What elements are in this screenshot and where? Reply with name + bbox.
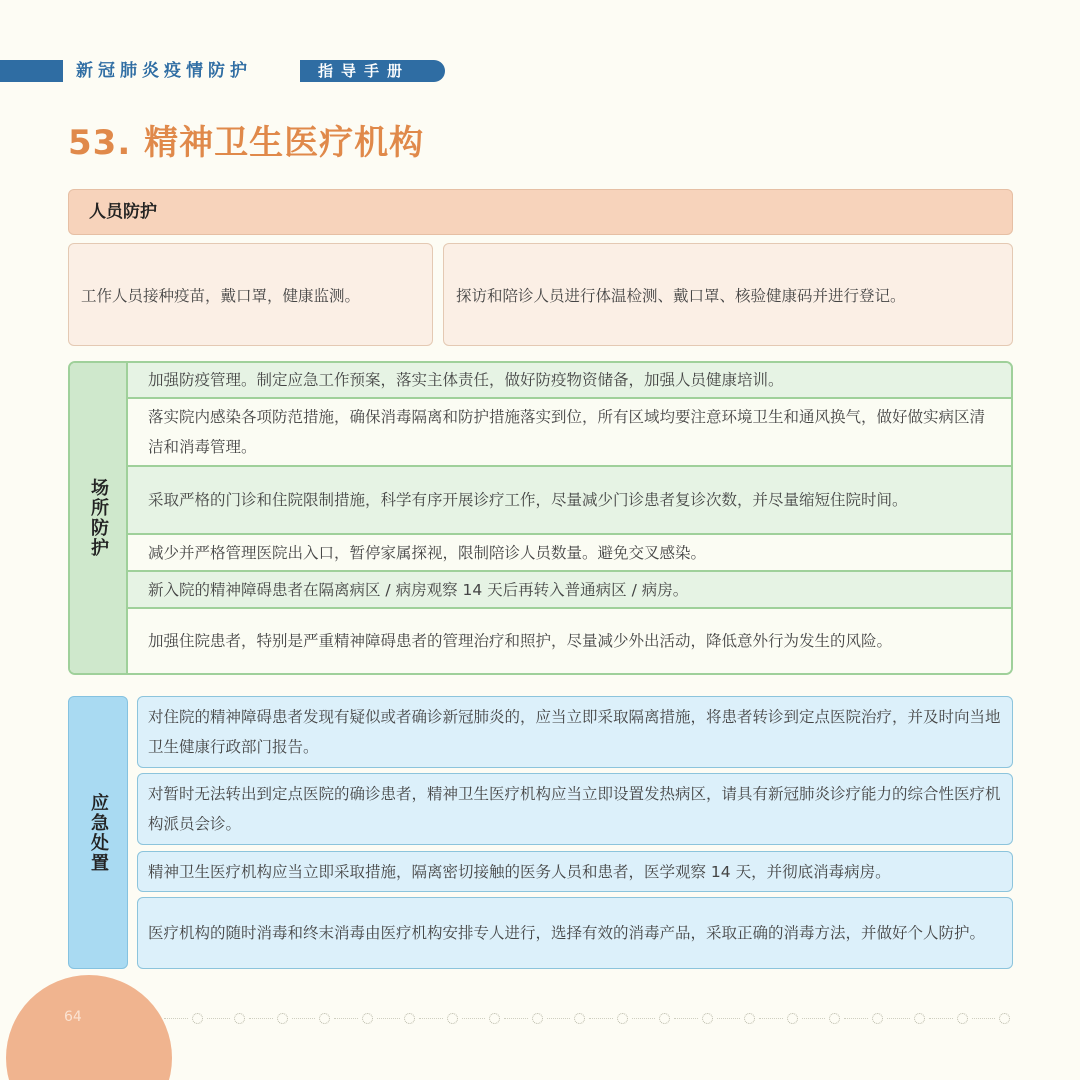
ring-icon: [999, 1013, 1010, 1024]
ring-icon: [319, 1013, 330, 1024]
list-item: [128, 467, 1011, 535]
ring-icon: [404, 1013, 415, 1024]
ring-icon: [617, 1013, 628, 1024]
ring-icon: [277, 1013, 288, 1024]
card-text: 探访和陪诊人员进行体温检测、戴口罩、核验健康码并进行登记。: [456, 286, 906, 305]
row-text: 落实院内感染各项防范措施，确保消毒隔离和防护措施落实到位，所有区域均要注意环境卫生和通风换气，做好做实病区清洁和消毒管理。: [148, 408, 986, 456]
dash-decoration: [759, 1018, 783, 1019]
card-text: 精神卫生医疗机构应当立即采取措施，隔离密切接触的医务人员和患者，医学观察 14 天，并彻底消毒病房。: [148, 862, 891, 881]
list-item: [128, 609, 1011, 673]
ring-icon: [447, 1013, 458, 1024]
header-tag: 指导手册: [300, 60, 445, 82]
emergency-label: 应急处置: [88, 792, 109, 873]
header-banner: [0, 58, 460, 84]
dash-decoration: [887, 1018, 911, 1019]
card-text: 医疗机构的随时消毒和终末消毒由医疗机构安排专人进行，选择有效的消毒产品，采取正确的消毒方法，并做好个人防护。: [148, 924, 986, 942]
row-text: 减少并严格管理医院出入口，暂停家属探视，限制陪诊人员数量。避免交叉感染。: [148, 543, 707, 562]
ring-icon: [489, 1013, 500, 1024]
dash-decoration: [462, 1018, 486, 1019]
dash-decoration: [547, 1018, 571, 1019]
list-item: [128, 363, 1011, 399]
dash-decoration: [504, 1018, 528, 1019]
dash-decoration: [802, 1018, 826, 1019]
dash-decoration: [632, 1018, 656, 1019]
dash-decoration: [334, 1018, 358, 1019]
row-text: 加强防疫管理。制定应急工作预案，落实主体责任，做好防疫物资储备，加强人员健康培训。: [148, 371, 784, 389]
ring-icon: [574, 1013, 585, 1024]
footer-dotted-decoration: [160, 1008, 1010, 1028]
ring-icon: [532, 1013, 543, 1024]
dash-decoration: [292, 1018, 316, 1019]
row-text: 加强住院患者，特别是严重精神障碍患者的管理治疗和照护，尽量减少外出活动，降低意外行为发生的风险。: [148, 632, 893, 650]
dash-decoration: [844, 1018, 868, 1019]
page-title: 53. 精神卫生医疗机构: [68, 123, 425, 163]
site-protection-rows: [128, 363, 1011, 673]
site-protection-section: [68, 361, 1013, 675]
ring-icon: [744, 1013, 755, 1024]
card-text: 对住院的精神障碍患者发现有疑似或者确诊新冠肺炎的，应当立即采取隔离措施，将患者转诊到定点医院治疗，并及时向当地卫生健康行政部门报告。: [148, 708, 1001, 756]
dash-decoration: [717, 1018, 741, 1019]
dash-decoration: [972, 1018, 996, 1019]
card-text: 对暂时无法转出到定点医院的确诊患者，精神卫生医疗机构应当立即设置发热病区，请具有新冠肺炎诊疗能力的综合性医疗机构派员会诊。: [148, 785, 1001, 833]
list-item: [128, 572, 1011, 609]
personal-protection-heading: 人员防护: [68, 189, 1013, 235]
list-item: [128, 399, 1011, 467]
header-bar-decoration: [0, 60, 63, 82]
ring-icon: [914, 1013, 925, 1024]
ring-icon: [192, 1013, 203, 1024]
row-text: 采取严格的门诊和住院限制措施，科学有序开展诊疗工作，尽量减少门诊患者复诊次数，并尽量缩短住院时间。: [148, 491, 908, 509]
dash-decoration: [377, 1018, 401, 1019]
card-text: 工作人员接种疫苗，戴口罩，健康监测。: [81, 286, 361, 305]
list-item: [128, 535, 1011, 572]
emergency-card: [137, 696, 1013, 768]
dash-decoration: [249, 1018, 273, 1019]
emergency-side: [68, 696, 128, 969]
site-protection-side: [70, 363, 128, 673]
ring-icon: [829, 1013, 840, 1024]
page-number-circle: [6, 975, 172, 1080]
site-protection-label: 场所防护: [88, 478, 109, 558]
row-text: 新入院的精神障碍患者在隔离病区 / 病房观察 14 天后再转入普通病区 / 病房。: [148, 580, 689, 599]
dash-decoration: [589, 1018, 613, 1019]
emergency-card: [137, 897, 1013, 969]
emergency-card: [137, 773, 1013, 845]
page-number: 64: [64, 1009, 82, 1025]
ring-icon: [702, 1013, 713, 1024]
dash-decoration: [207, 1018, 231, 1019]
ring-icon: [234, 1013, 245, 1024]
ring-icon: [872, 1013, 883, 1024]
dash-decoration: [164, 1018, 188, 1019]
emergency-card: [137, 851, 1013, 892]
ring-icon: [787, 1013, 798, 1024]
ring-icon: [659, 1013, 670, 1024]
ring-icon: [957, 1013, 968, 1024]
dash-decoration: [929, 1018, 953, 1019]
personal-protection-card: [68, 243, 433, 346]
dash-decoration: [419, 1018, 443, 1019]
personal-protection-card: [443, 243, 1013, 346]
ring-icon: [362, 1013, 373, 1024]
header-brand: 新冠肺炎疫情防护: [76, 61, 252, 81]
dash-decoration: [674, 1018, 698, 1019]
